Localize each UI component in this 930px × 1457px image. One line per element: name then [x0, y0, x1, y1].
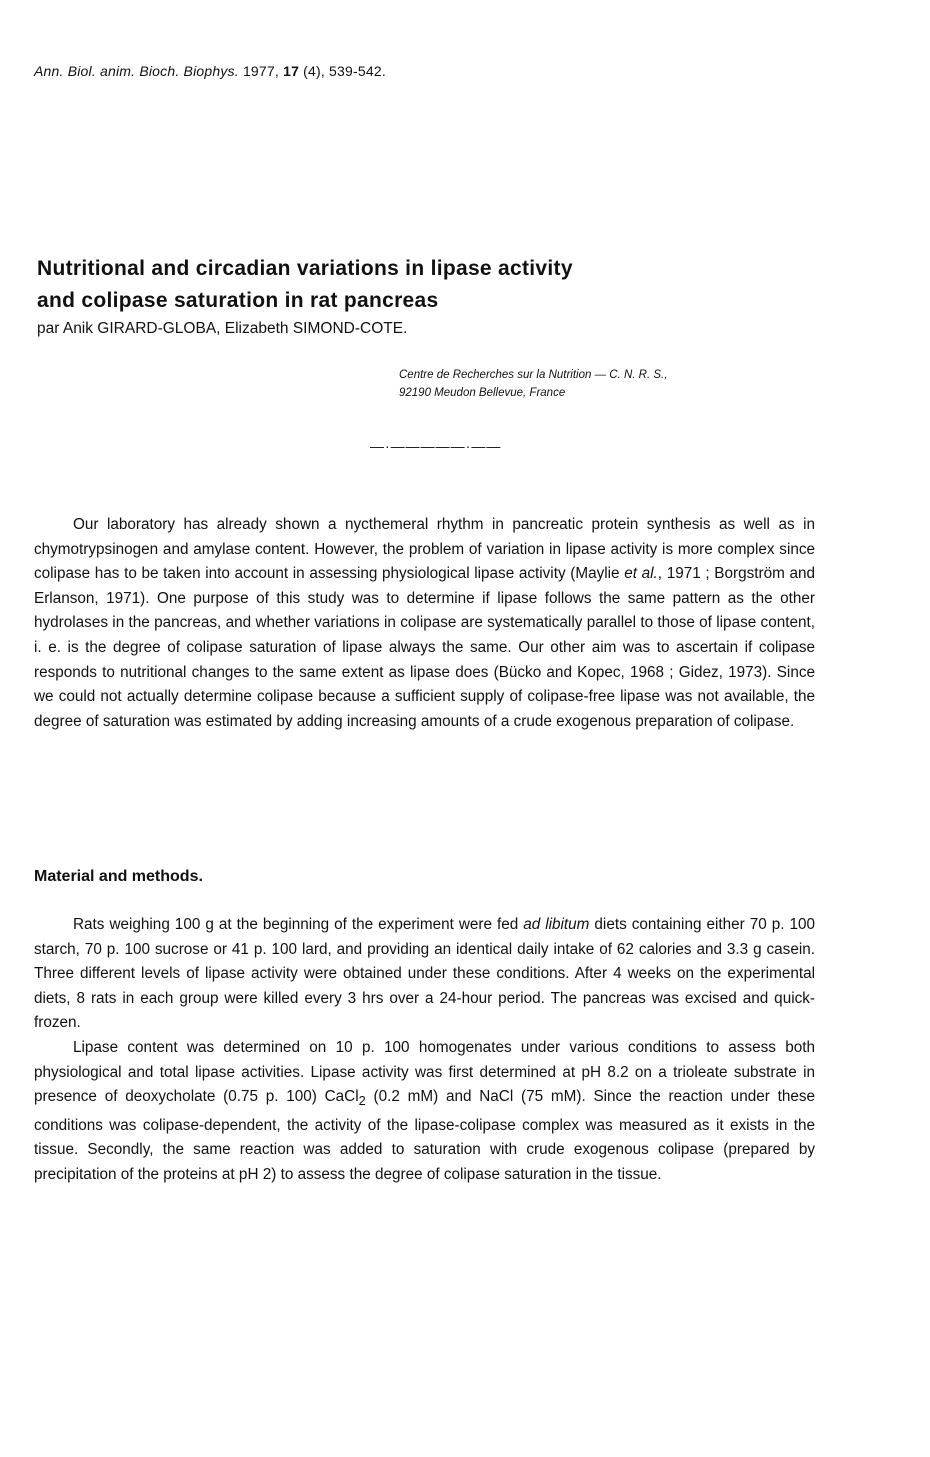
citation-year: 1977, — [242, 63, 279, 79]
methods-p1-text-1: Rats weighing 100 g at the beginning of the experiment were fed — [73, 916, 524, 933]
intro-text-2: , 1971 ; Borgström and Erlanson, 1971). One purpose of this study was to determine if lipase follows the same pattern as the other hydrolases in the pancreas, and whether variations in colipase are systematically parallel to those of lipase content, i. e. is the degree of colipase saturation of lipase always the same. Our other aim was to ascertain if colipase responds to nutritional changes to the same extent as lipase does (Bücko and Kopec, 1968 ; Gidez, 1973). Since we could not actually determine colipase because a sufficient supply of colipase-free lipase was not available, the degree of saturation was estimated by adding increasing amounts of a crude exogenous preparation of colipase. — [34, 565, 816, 730]
journal-name: Ann. Biol. anim. Bioch. Biophys. — [34, 63, 239, 79]
title-line-2: and colipase saturation in rat pancreas — [37, 289, 439, 312]
citation-issue-pages: (4), 539-542. — [303, 63, 386, 79]
intro-text-1: Our laboratory has already shown a nycthemeral rhythm in pancreatic protein synthesis as well as in chymotrypsinogen and amylase content. However, the problem of variation in lipase activity is more complex since colipase has to be taken into account in assessing physiological lipase activity (Maylie — [34, 516, 815, 583]
affiliation-line-1: Centre de Recherches sur la Nutrition — C. N. R. S., — [399, 369, 668, 381]
citation-volume: 17 — [283, 63, 300, 79]
methods-p1-text-2: diets containing either 70 p. 100 starch, 70 p. 100 sucrose or 41 p. 100 lard, and providing an identical daily intake of 62 calories and 3.3 g casein. Three different levels of lipase activity were obtained under these conditions. After 4 weeks on the experimental diets, 8 rats in each group were killed every 3 hrs over a 24-hour period. The pancreas was excised and quick-frozen. — [34, 916, 815, 1032]
intro-et-al: et al. — [624, 565, 658, 583]
methods-paragraph-1 — [34, 913, 815, 1036]
methods-p1-italic: ad libitum — [523, 916, 590, 933]
title-line-1: Nutritional and circadian variations in lipase activity — [37, 257, 573, 280]
methods-paragraph-2 — [34, 1036, 815, 1188]
affiliation-line-2: 92190 Meudon Bellevue, France — [399, 387, 566, 399]
paper-title — [37, 253, 837, 317]
methods-p2-subscript: 2 — [358, 1093, 366, 1109]
author-affiliation — [399, 366, 667, 402]
section-separator: —·—————·—— — [370, 438, 502, 454]
intro-paragraph — [34, 513, 815, 734]
methods-heading: Material and methods. — [34, 868, 203, 885]
methods-p2-text-1: Lipase content was determined on 10 p. 100 homogenates under various conditions to assess both physiological and total lipase activities. Lipase activity was first determined at pH 8.2 on a trioleate substrate in presence of deoxycholate (0.75 p. 100) CaCl — [34, 1039, 815, 1106]
journal-citation — [34, 63, 386, 79]
methods-p2-text-2: (0.2 mM) and NaCl (75 mM). Since the reaction under these conditions was colipase-dependent, the activity of the lipase-colipase complex was measured as it exists in the tissue. Secondly, the same reaction was added to saturation with crude exogenous colipase (prepared by precipitation of the proteins at pH 2) to assess the degree of colipase saturation in the tissue. — [34, 1088, 815, 1184]
author-byline: par Anik GIRARD-GLOBA, Elizabeth SIMOND-COTE. — [37, 320, 408, 337]
